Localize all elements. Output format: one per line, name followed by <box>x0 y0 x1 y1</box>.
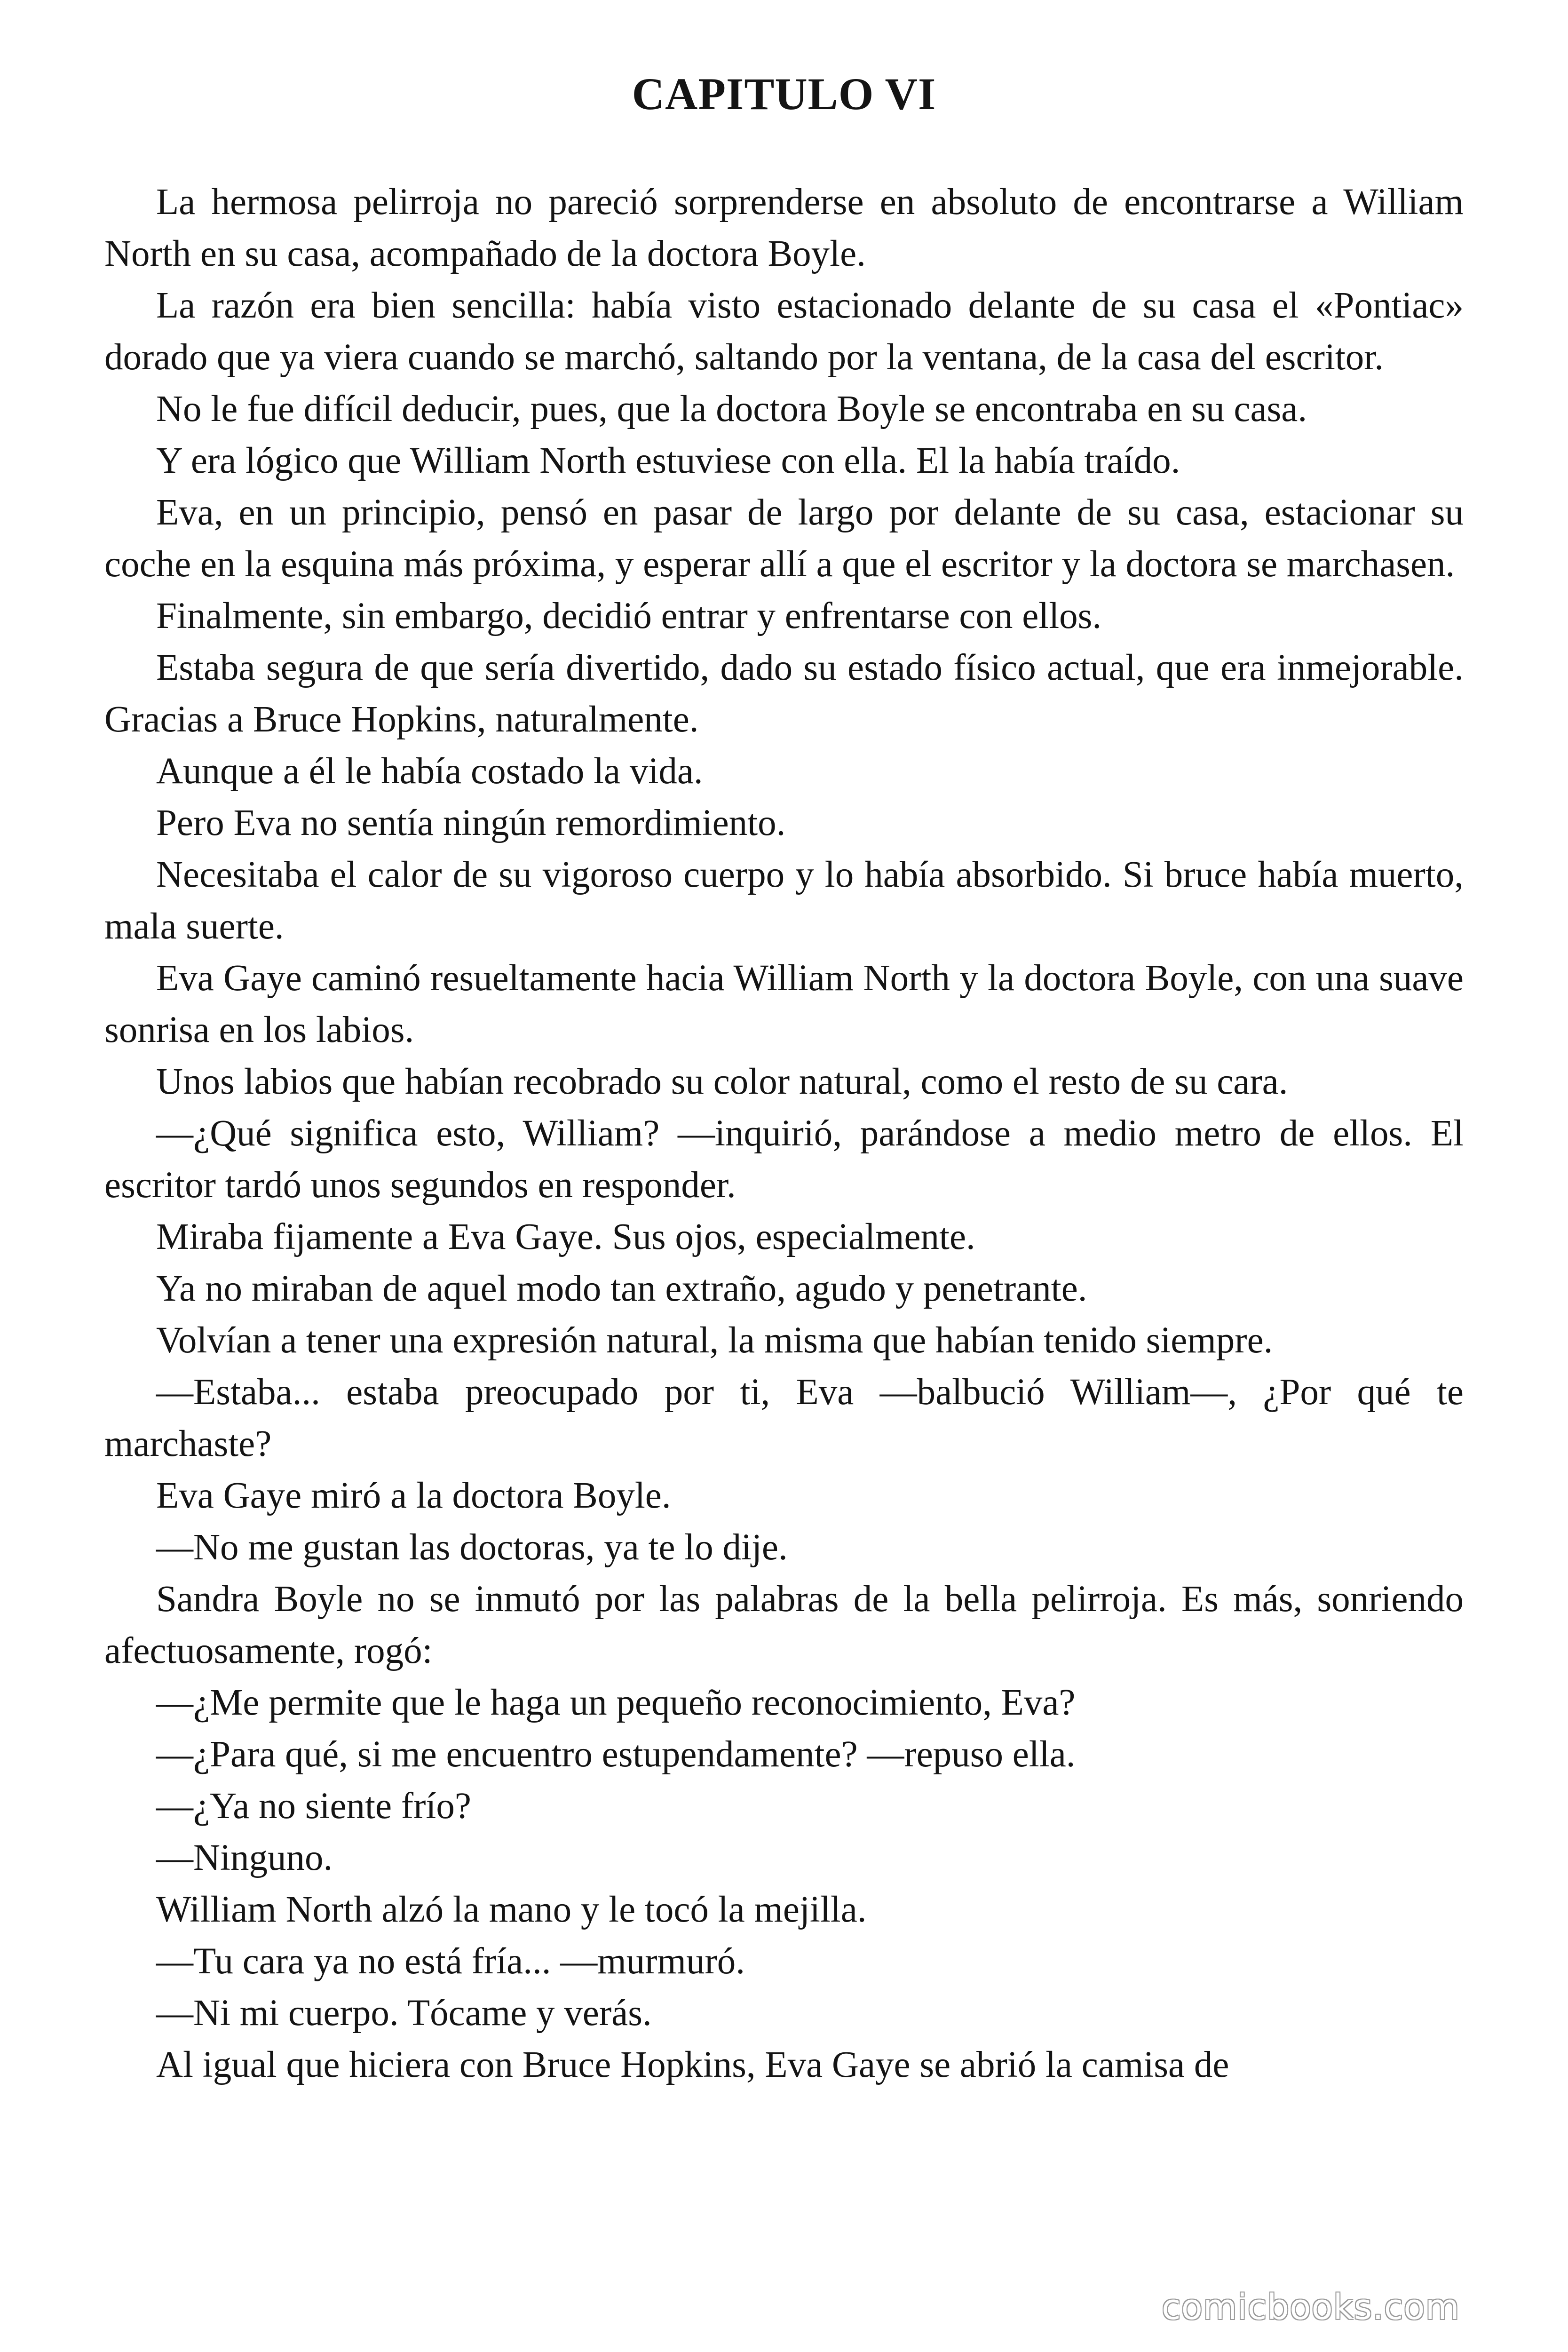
paragraph: Y era lógico que William North estuviese con ella. El la había traído. <box>156 440 1180 481</box>
paragraph: —Estaba... estaba preocupado por ti, Eva —balbució William—, ¿Por qué te marchaste? <box>104 1372 1464 1464</box>
paragraph: Al igual que hiciera con Bruce Hopkins, Eva Gaye se abrió la camisa de <box>156 2044 1229 2085</box>
paragraph: Aunque a él le había costado la vida. <box>156 751 703 792</box>
paragraph: Sandra Boyle no se inmutó por las palabras de la bella pelirroja. Es más, sonriendo afectuosamente, rogó: <box>104 1579 1464 1671</box>
paragraph: Miraba fijamente a Eva Gaye. Sus ojos, especialmente. <box>156 1216 975 1257</box>
paragraph: Finalmente, sin embargo, decidió entrar y enfrentarse con ellos. <box>156 596 1102 636</box>
book-page <box>104 0 1464 2352</box>
chapter-body <box>104 176 1464 2091</box>
paragraph: Volvían a tener una expresión natural, la misma que habían tenido siempre. <box>156 1320 1273 1361</box>
paragraph: Estaba segura de que sería divertido, dado su estado físico actual, que era inmejorable. Gracias a Bruce Hopkins, naturalmente. <box>104 647 1464 740</box>
paragraph: —Tu cara ya no está fría... —murmuró. <box>156 1941 745 1982</box>
chapter-title: CAPITULO VI <box>632 69 936 119</box>
paragraph: Ya no miraban de aquel modo tan extraño, agudo y penetrante. <box>156 1268 1087 1309</box>
paragraph: —¿Para qué, si me encuentro estupendamente? —repuso ella. <box>156 1734 1076 1775</box>
watermark: comicbooks.com <box>1162 2287 1460 2328</box>
paragraph: Eva Gaye caminó resueltamente hacia William North y la doctora Boyle, con una suave sonrisa en los labios. <box>104 958 1464 1050</box>
paragraph: No le fue difícil deducir, pues, que la doctora Boyle se encontraba en su casa. <box>156 389 1307 429</box>
paragraph: —Ni mi cuerpo. Tócame y verás. <box>156 1993 652 2034</box>
paragraph: La razón era bien sencilla: había visto estacionado delante de su casa el «Pontiac» dorado que ya viera cuando se marchó, saltando por la ventana, de la casa del escritor. <box>104 285 1464 378</box>
paragraph: La hermosa pelirroja no pareció sorprenderse en absoluto de encontrarse a William North en su casa, acompañado de la doctora Boyle. <box>104 182 1464 274</box>
paragraph: William North alzó la mano y le tocó la mejilla. <box>156 1889 867 1930</box>
paragraph: —¿Qué significa esto, William? —inquirió, parándose a medio metro de ellos. El escritor tardó unos segundos en responder. <box>104 1113 1464 1206</box>
paragraph: Eva, en un principio, pensó en pasar de largo por delante de su casa, estacionar su coche en la esquina más próxima, y esperar allí a que el escritor y la doctora se marchasen. <box>104 492 1464 585</box>
paragraph: Pero Eva no sentía ningún remordimiento. <box>156 803 786 843</box>
paragraph: —¿Ya no siente frío? <box>156 1786 471 1827</box>
paragraph: Necesitaba el calor de su vigoroso cuerpo y lo había absorbido. Si bruce había muerto, mala suerte. <box>104 854 1464 947</box>
paragraph: —¿Me permite que le haga un pequeño reconocimiento, Eva? <box>156 1682 1076 1723</box>
paragraph: Eva Gaye miró a la doctora Boyle. <box>156 1475 671 1516</box>
paragraph: —Ninguno. <box>156 1837 333 1878</box>
paragraph: Unos labios que habían recobrado su color natural, como el resto de su cara. <box>156 1061 1288 1102</box>
paragraph: —No me gustan las doctoras, ya te lo dije. <box>156 1527 788 1568</box>
